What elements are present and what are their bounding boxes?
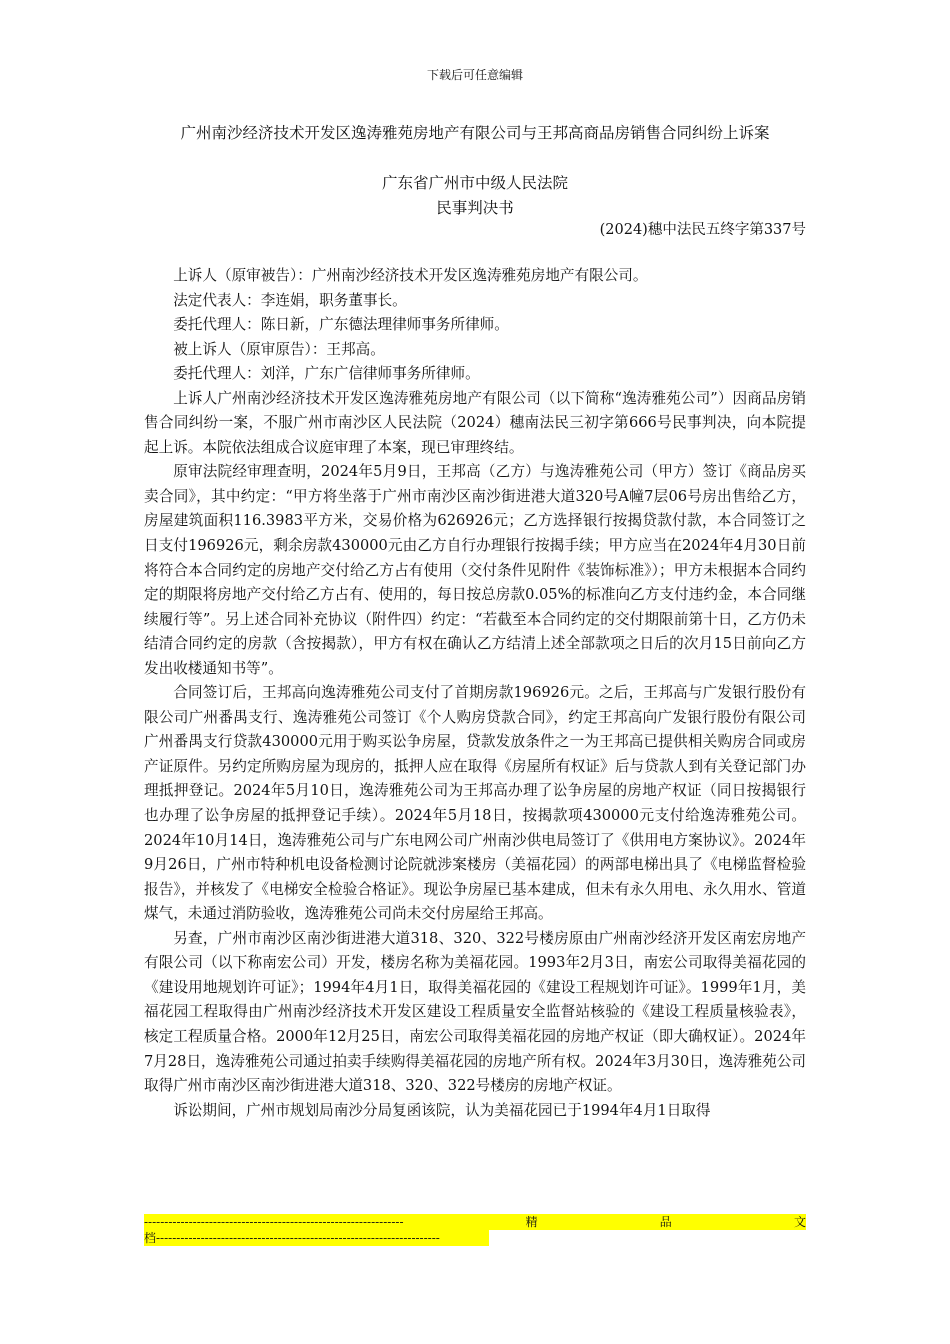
party-legal-rep: 法定代表人：李连娟，职务董事长。 <box>173 291 407 309</box>
court-name: 广东省广州市中级人民法院 <box>381 174 568 192</box>
party-appellant: 上诉人（原审被告）：广州南沙经济技术开发区逸涛雅苑房地产有限公司。 <box>173 267 648 284</box>
paragraph-litigation: 诉讼期间，广州市规划局南沙分局复函该院，认为美福花园已于1994年4月1日取得 <box>173 1101 711 1119</box>
document-title: 广州南沙经济技术开发区逸涛雅苑房地产有限公司与王邦高商品房销售合同纠纷上诉案 <box>180 124 770 142</box>
paragraph-contract: 合同签订后，王邦高向逸涛雅苑公司支付了首期房款196926元。之后，王邦高与广发银行股份有限公司广州番禺支行、逸涛雅苑公司签订《个人购房贷款合同》，约定王邦高向广发银行股份有限公司广州番禺支行贷款430000元用于购买讼争房屋，贷款发放条件之一为王邦高已提供相关购房合同或房产证原件。另约定所购房屋为现房的，抵押人应在取得《房屋所有权证》后与贷款人到有关登记部门办理抵押登记。2024年5月10日，逸涛雅苑公司为王邦高办理了讼争房屋的房地产权证（同日按揭银行也办理了讼争房屋的抵押登记手续）。2024年5月18日，按揭款项430000元支付给逸涛雅苑公司。2024年10月14日，逸涛雅苑公司与广东电网公司广州南沙供电局签订了《供用电方案协议》。2024年9月26日，广州市特种机电设备检测讨论院就涉案楼房（美福花园）的两部电梯出具了《电梯监督检验报告》，并核发了《电梯安全检验合格证》。现讼争房屋已基本建成，但未有永久用电、永久用水、管道煤气，未通过消防验收，逸涛雅苑公司尚未交付房屋给王邦高。 <box>144 684 806 923</box>
party-appellant-agent: 委托代理人：陈日新，广东德法理律师事务所律师。 <box>173 316 509 334</box>
party-appellee: 被上诉人（原审原告）：王邦高。 <box>173 340 385 358</box>
footer-banner <box>144 1214 806 1230</box>
footer-char-3: 文 <box>793 1215 806 1229</box>
footer-char-2: 品 <box>659 1215 672 1229</box>
top-note: 下载后可任意编辑 <box>426 68 523 82</box>
footer-dashes: ---------------------------------------------------------------- <box>144 1215 404 1229</box>
footer-banner-line2: 档---------------------------------------------------------------------- <box>144 1230 489 1246</box>
footer-char-1: 精 <box>525 1215 538 1229</box>
document-type: 民事判决书 <box>436 199 514 217</box>
party-appellee-agent: 委托代理人：刘洋，广东广信律师事务所律师。 <box>173 365 480 383</box>
paragraph-facts: 原审法院经审理查明，2024年5月9日，王邦高（乙方）与逸涛雅苑公司（甲方）签订《商品房买卖合同》，其中约定：“甲方将坐落于广州市南沙区南沙街进港大道320号A幢7层06号房出售给乙方，房屋建筑面积116.3983平方米，交易价格为626926元；乙方选择银行按揭贷款付款，本合同签订之日支付196926元，剩余房款430000元由乙方自行办理银行按揭手续；甲方应当在2024年4月30日前将符合本合同约定的房地产交付给乙方占有使用（交付条件见附件《装饰标准》）；甲方未根据本合同约定的期限将房地产交付给乙方占有、使用的，每日按总房款0.05%的标准向乙方支付违约金，本合同继续履行等”。另上述合同补充协议（附件四）约定：“若截至本合同约定的交付期限前第十日，乙方仍未结清合同约定的房款（含按揭款），甲方有权在确认乙方结清上述全部款项之日后的次月15日前向乙方发出收楼通知书等”。 <box>144 463 806 677</box>
paragraph-intro: 上诉人广州南沙经济技术开发区逸涛雅苑房地产有限公司（以下简称“逸涛雅苑公司”）因商品房销售合同纠纷一案，不服广州市南沙区人民法院（2024）穗南法民三初字第666号民事判决，向本院提起上诉。本院依法组成合议庭审理了本案，现已审理终结。 <box>144 389 806 456</box>
paragraph-further-facts: 另查，广州市南沙区南沙街进港大道318、320、322号楼房原由广州南沙经济开发区南宏房地产有限公司（以下称南宏公司）开发，楼房名称为美福花园。1993年2月3日，南宏公司取得美福花园的《建设用地规划许可证》；1994年4月1日，取得美福花园的《建设工程规划许可证》。1999年1月，美福花园工程取得由广州南沙经济技术开发区建设工程质量安全监督站核验的《建设工程质量核验表》，核定工程质量合格。2000年12月25日，南宏公司取得美福花园的房地产权证（即大确权证）。2024年7月28日，逸涛雅苑公司通过拍卖手续购得美福花园的房地产所有权。2024年3月30日，逸涛雅苑公司取得广州市南沙区南沙街进港大道318、320、322号楼房的房地产权证。 <box>144 929 807 1095</box>
case-number: (2024)穗中法民五终字第337号 <box>599 222 806 238</box>
judgment-body <box>144 264 806 1123</box>
